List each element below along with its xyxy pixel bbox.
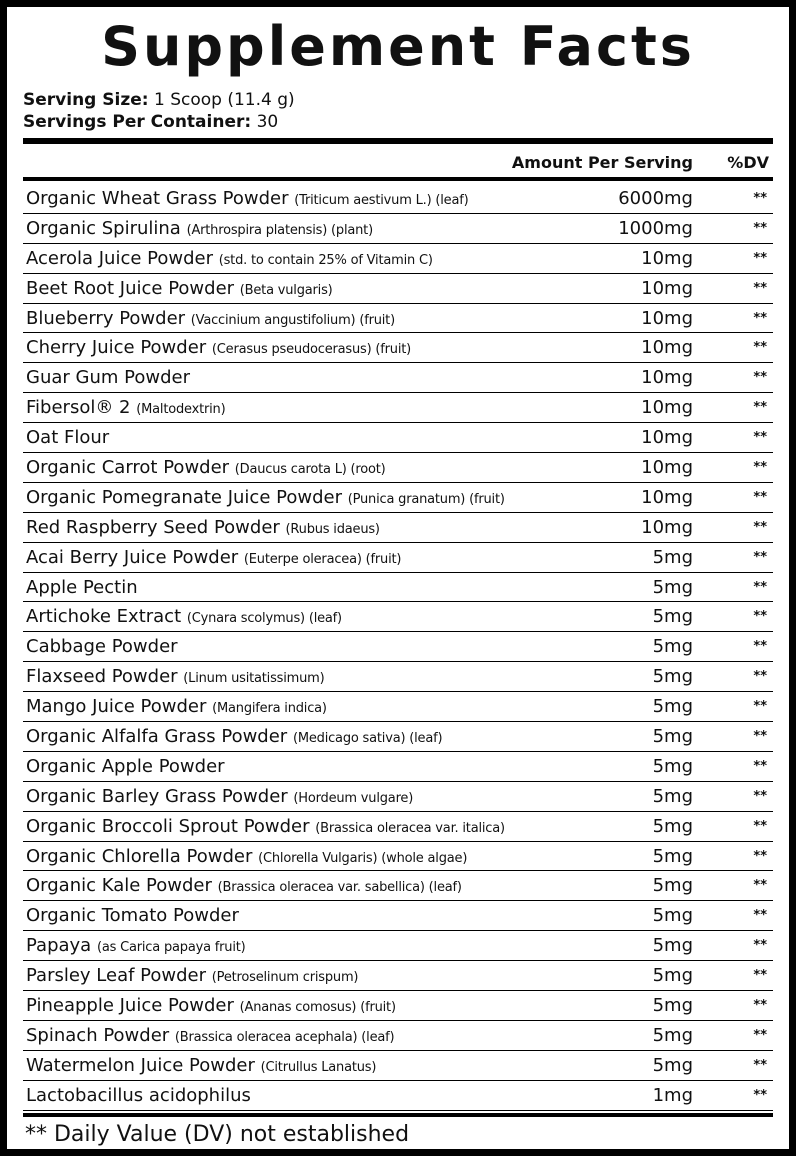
ingredient-name: [26, 427, 109, 449]
ingredient-dv: **: [753, 848, 767, 864]
ingredient-name: [26, 248, 433, 272]
table-row: [23, 991, 773, 1021]
divider-header: [23, 177, 773, 181]
ingredient-name: [26, 487, 505, 511]
ingredient-source: (as Carica papaya fruit): [96, 940, 246, 956]
ingredient-table: [23, 184, 773, 1111]
divider-bottom: [23, 1113, 773, 1117]
ingredient-source: (Ananas comosus) (fruit): [239, 1000, 396, 1016]
serving-size-label: Serving Size:: [23, 90, 149, 110]
ingredient-source: (Chlorella Vulgaris) (whole algae): [258, 850, 468, 866]
ingredient-amount: 10mg: [641, 397, 693, 419]
ingredient-common-name: Organic Tomato Powder: [26, 905, 239, 927]
ingredient-dv: **: [753, 579, 767, 595]
ingredient-amount: 5mg: [652, 726, 693, 748]
divider-thick: [23, 138, 773, 144]
ingredient-amount: 5mg: [652, 636, 693, 658]
ingredient-source: (Beta vulgaris): [239, 282, 333, 298]
ingredient-name: [26, 577, 138, 599]
table-row: [23, 244, 773, 274]
table-header: [23, 151, 773, 175]
ingredient-common-name: Acerola Juice Powder: [26, 247, 213, 269]
ingredient-common-name: Acai Berry Juice Powder: [26, 546, 239, 568]
ingredient-name: [26, 875, 462, 899]
ingredient-amount: 5mg: [652, 935, 693, 957]
serving-size-value: 1 Scoop (11.4 g): [153, 90, 295, 110]
daily-value-header: %DV: [727, 153, 769, 172]
serving-info: [23, 89, 295, 133]
ingredient-source: (Medicago sativa) (leaf): [292, 731, 443, 747]
ingredient-common-name: Cabbage Powder: [26, 636, 178, 658]
ingredient-amount: 10mg: [641, 277, 693, 299]
ingredient-name: [26, 965, 358, 989]
ingredient-dv: **: [753, 788, 767, 804]
ingredient-amount: 5mg: [652, 845, 693, 867]
ingredient-amount: 5mg: [652, 815, 693, 837]
ingredient-dv: **: [753, 1057, 767, 1073]
table-row: [23, 752, 773, 782]
table-row: [23, 1051, 773, 1081]
ingredient-common-name: Lactobacillus acidophilus: [26, 1084, 251, 1106]
ingredient-name: [26, 756, 225, 778]
ingredient-common-name: Red Raspberry Seed Powder: [26, 516, 280, 538]
ingredient-common-name: Organic Chlorella Powder: [26, 845, 253, 867]
ingredient-dv: **: [753, 1027, 767, 1043]
ingredient-source: (Citrullus Lanatus): [260, 1059, 377, 1075]
ingredient-source: (Maltodextrin): [136, 402, 226, 418]
ingredient-dv: **: [753, 400, 767, 416]
table-row: [23, 812, 773, 842]
ingredient-common-name: Spinach Powder: [26, 1024, 170, 1046]
table-row: [23, 483, 773, 513]
ingredient-common-name: Parsley Leaf Powder: [26, 965, 207, 987]
ingredient-dv: **: [753, 191, 767, 206]
table-row: [23, 722, 773, 752]
ingredient-amount: 5mg: [652, 666, 693, 688]
ingredient-dv: **: [753, 460, 767, 476]
ingredient-source: (Arthrospira platensis) (plant): [186, 222, 373, 238]
ingredient-amount: 10mg: [641, 307, 693, 329]
ingredient-amount: 5mg: [652, 1024, 693, 1046]
ingredient-amount: 5mg: [652, 1054, 693, 1076]
table-row: [23, 662, 773, 692]
ingredient-name: [26, 547, 401, 571]
ingredient-amount: 5mg: [652, 576, 693, 598]
ingredient-dv: **: [753, 549, 767, 565]
ingredient-common-name: Fibersol® 2: [26, 397, 131, 419]
ingredient-name: [26, 188, 468, 212]
ingredient-name: [26, 337, 411, 361]
table-row: [23, 333, 773, 363]
ingredient-source: (Triticum aestivum L.) (leaf): [294, 193, 469, 208]
ingredient-amount: 6000mg: [618, 188, 693, 209]
ingredient-name: [26, 636, 178, 658]
ingredient-common-name: Artichoke Extract: [26, 606, 182, 628]
ingredient-dv: **: [753, 699, 767, 715]
ingredient-name: [26, 1055, 376, 1079]
ingredient-amount: 5mg: [652, 606, 693, 628]
ingredient-source: (Mangifera indica): [212, 701, 327, 717]
table-row: [23, 842, 773, 872]
ingredient-name: [26, 935, 246, 959]
ingredient-source: (Daucus carota L) (root): [234, 462, 386, 478]
servings-per-container-value: 30: [256, 112, 279, 132]
ingredient-dv: **: [753, 310, 767, 326]
ingredient-common-name: Organic Apple Powder: [26, 755, 225, 777]
table-row: [23, 513, 773, 543]
ingredient-source: (Vaccinium angustifolium) (fruit): [190, 312, 395, 328]
page-title: Supplement Facts: [101, 15, 695, 78]
table-row: [23, 961, 773, 991]
ingredient-name: [26, 367, 190, 389]
ingredient-source: (Petroselinum crispum): [211, 970, 359, 986]
ingredient-common-name: Beet Root Juice Powder: [26, 277, 235, 299]
ingredient-common-name: Blueberry Powder: [26, 307, 186, 329]
ingredient-name: [26, 786, 413, 810]
ingredient-amount: 5mg: [652, 905, 693, 927]
ingredient-source: (Euterpe oleracea) (fruit): [243, 551, 402, 567]
ingredient-name: [26, 308, 395, 332]
ingredient-dv: **: [753, 908, 767, 924]
ingredient-source: (Brassica oleracea var. italica): [315, 820, 505, 836]
ingredient-common-name: Cherry Juice Powder: [26, 337, 207, 359]
ingredient-amount: 10mg: [641, 337, 693, 359]
ingredient-amount: 5mg: [652, 755, 693, 777]
ingredient-name: [26, 666, 325, 690]
ingredient-amount: 5mg: [652, 696, 693, 718]
ingredient-common-name: Papaya: [26, 935, 92, 957]
ingredient-amount: 1000mg: [618, 217, 693, 239]
ingredient-dv: **: [753, 998, 767, 1014]
ingredient-source: (Brassica oleracea acephala) (leaf): [174, 1029, 395, 1045]
table-row: [23, 274, 773, 304]
table-row: [23, 573, 773, 603]
table-row: [23, 782, 773, 812]
ingredient-name: [26, 1025, 394, 1049]
table-row: [23, 931, 773, 961]
table-row: [23, 1081, 773, 1111]
ingredient-dv: **: [753, 519, 767, 535]
ingredient-dv: **: [753, 489, 767, 505]
ingredient-amount: 10mg: [641, 486, 693, 508]
servings-per-container-label: Servings Per Container:: [23, 112, 252, 132]
ingredient-common-name: Mango Juice Powder: [26, 696, 207, 718]
ingredient-source: (Punica granatum) (fruit): [347, 491, 505, 507]
ingredient-source: (Linum usitatissimum): [183, 671, 325, 687]
ingredient-name: [26, 606, 342, 630]
ingredient-name: [26, 726, 442, 750]
ingredient-amount: 5mg: [652, 546, 693, 568]
ingredient-amount: 5mg: [652, 785, 693, 807]
ingredient-dv: **: [753, 639, 767, 655]
ingredient-amount: 10mg: [641, 427, 693, 449]
ingredient-dv: **: [753, 370, 767, 386]
table-row: [23, 692, 773, 722]
table-row: [23, 214, 773, 244]
ingredient-dv: **: [753, 340, 767, 356]
ingredient-common-name: Organic Broccoli Sprout Powder: [26, 815, 310, 837]
table-row: [23, 632, 773, 662]
ingredient-name: [26, 846, 467, 870]
table-row: [23, 393, 773, 423]
ingredient-name: [26, 905, 239, 927]
ingredient-dv: **: [753, 758, 767, 774]
table-row: [23, 901, 773, 931]
amount-per-serving-header: Amount Per Serving: [511, 153, 693, 172]
ingredient-dv: **: [753, 968, 767, 984]
ingredient-name: [26, 696, 327, 720]
ingredient-source: (Cerasus pseudocerasus) (fruit): [211, 342, 412, 358]
ingredient-dv: **: [753, 669, 767, 685]
ingredient-amount: 10mg: [641, 457, 693, 479]
table-row: [23, 871, 773, 901]
ingredient-amount: 5mg: [652, 965, 693, 987]
ingredient-dv: **: [753, 1087, 767, 1103]
table-row: [23, 304, 773, 334]
ingredient-dv: **: [753, 938, 767, 954]
ingredient-common-name: Organic Barley Grass Powder: [26, 785, 288, 807]
ingredient-dv: **: [753, 878, 767, 894]
table-row: [23, 363, 773, 393]
ingredient-name: [26, 816, 505, 840]
table-row: [23, 423, 773, 453]
ingredient-source: (std. to contain 25% of Vitamin C): [218, 252, 433, 268]
table-row: [23, 543, 773, 573]
ingredient-common-name: Organic Spirulina: [26, 217, 181, 239]
ingredient-common-name: Organic Carrot Powder: [26, 457, 230, 479]
ingredient-name: [26, 218, 373, 242]
ingredient-name: [26, 457, 386, 481]
ingredient-common-name: Guar Gum Powder: [26, 367, 190, 389]
ingredient-amount: 10mg: [641, 247, 693, 269]
ingredient-dv: **: [753, 609, 767, 625]
ingredient-common-name: Organic Kale Powder: [26, 875, 212, 897]
ingredient-amount: 5mg: [652, 995, 693, 1017]
ingredient-common-name: Pineapple Juice Powder: [26, 995, 234, 1017]
table-row: [23, 184, 773, 214]
ingredient-dv: **: [753, 250, 767, 266]
footnote: ** Daily Value (DV) not established: [25, 1122, 410, 1147]
table-row: [23, 602, 773, 632]
ingredient-name: [26, 397, 225, 421]
ingredient-dv: **: [753, 220, 767, 236]
ingredient-amount: 1mg: [652, 1084, 693, 1106]
ingredient-name: [26, 995, 396, 1019]
servings-per-container-line: [23, 111, 295, 133]
ingredient-common-name: Watermelon Juice Powder: [26, 1054, 255, 1076]
ingredient-common-name: Organic Alfalfa Grass Powder: [26, 726, 288, 748]
ingredient-source: (Brassica oleracea var. sabellica) (leaf): [217, 880, 462, 896]
ingredient-name: [26, 517, 380, 541]
ingredient-common-name: Apple Pectin: [26, 576, 138, 598]
table-row: [23, 453, 773, 483]
ingredient-name: [26, 278, 333, 302]
ingredient-common-name: Organic Wheat Grass Powder: [26, 188, 289, 209]
ingredient-source: (Rubus idaeus): [285, 521, 380, 537]
ingredient-source: (Hordeum vulgare): [293, 790, 414, 806]
ingredient-common-name: Oat Flour: [26, 427, 110, 449]
ingredient-dv: **: [753, 818, 767, 834]
ingredient-amount: 10mg: [641, 516, 693, 538]
serving-size-line: [23, 89, 295, 111]
ingredient-dv: **: [753, 280, 767, 296]
ingredient-amount: 10mg: [641, 367, 693, 389]
table-row: [23, 1021, 773, 1051]
ingredient-source: (Cynara scolymus) (leaf): [186, 611, 342, 627]
ingredient-common-name: Flaxseed Powder: [26, 666, 178, 688]
ingredient-amount: 5mg: [652, 875, 693, 897]
ingredient-common-name: Organic Pomegranate Juice Powder: [26, 486, 342, 508]
ingredient-dv: **: [753, 430, 767, 446]
ingredient-name: [26, 1085, 251, 1107]
ingredient-dv: **: [753, 729, 767, 745]
